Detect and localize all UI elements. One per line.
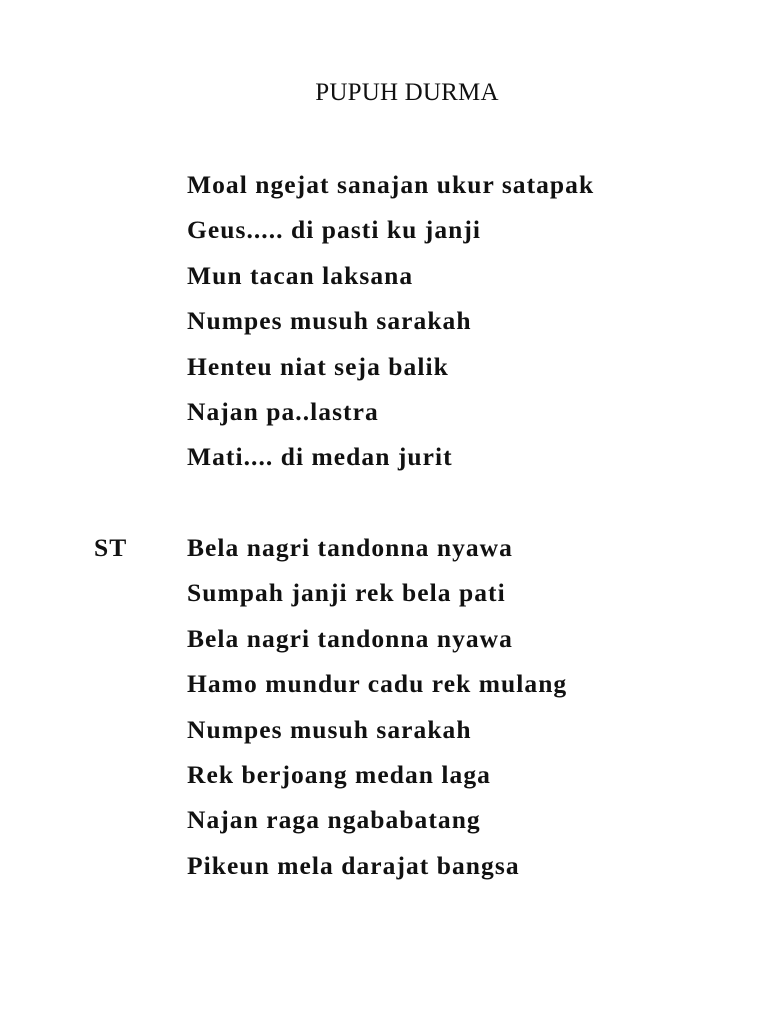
stanza-1 [0,167,768,485]
verse-line [0,712,768,757]
verse-line [0,530,768,575]
verse-line-text: Numpes musuh sarakah [187,306,472,336]
verse-line-text: Hamo mundur cadu rek mulang [187,669,568,699]
page-title: PUPUH DURMA [315,79,499,106]
verse-line-text: Geus..... di pasti ku janji [187,215,482,245]
verse-line-text: Henteu niat seja balik [187,351,449,381]
verse-line [0,167,768,212]
verse-line-text: Numpes musuh sarakah [187,714,472,744]
verse-line [0,258,768,303]
verse-line [0,666,768,711]
verse-line [0,439,768,484]
verse-line [0,394,768,439]
verse-line [0,621,768,666]
verse-line-text: Bela nagri tandonna nyawa [187,533,513,562]
stanza-label: ST [94,533,128,562]
verse-line [0,303,768,348]
verse-line-text: Sumpah janji rek bela pati [187,578,506,608]
verse-line-text: Najan pa..lastra [187,396,379,426]
verse-line-text: Moal ngejat sanajan ukur satapak [187,170,595,199]
verse-line-text: Bela nagri tandonna nyawa [187,623,513,653]
verse-line-text: Najan raga ngababatang [187,805,481,835]
verse-line [0,848,768,893]
verse-line [0,349,768,394]
verse-line-text: Mati.... di medan jurit [187,442,453,472]
verse-line-text: Mun tacan laksana [187,260,414,290]
verse-line [0,212,768,257]
stanza-2 [0,530,768,893]
verse-line [0,575,768,620]
verse-line [0,802,768,847]
verse-line-text: Rek berjoang medan laga [187,759,491,789]
verse-line [0,757,768,802]
verse-line-text: Pikeun mela darajat bangsa [187,850,520,880]
